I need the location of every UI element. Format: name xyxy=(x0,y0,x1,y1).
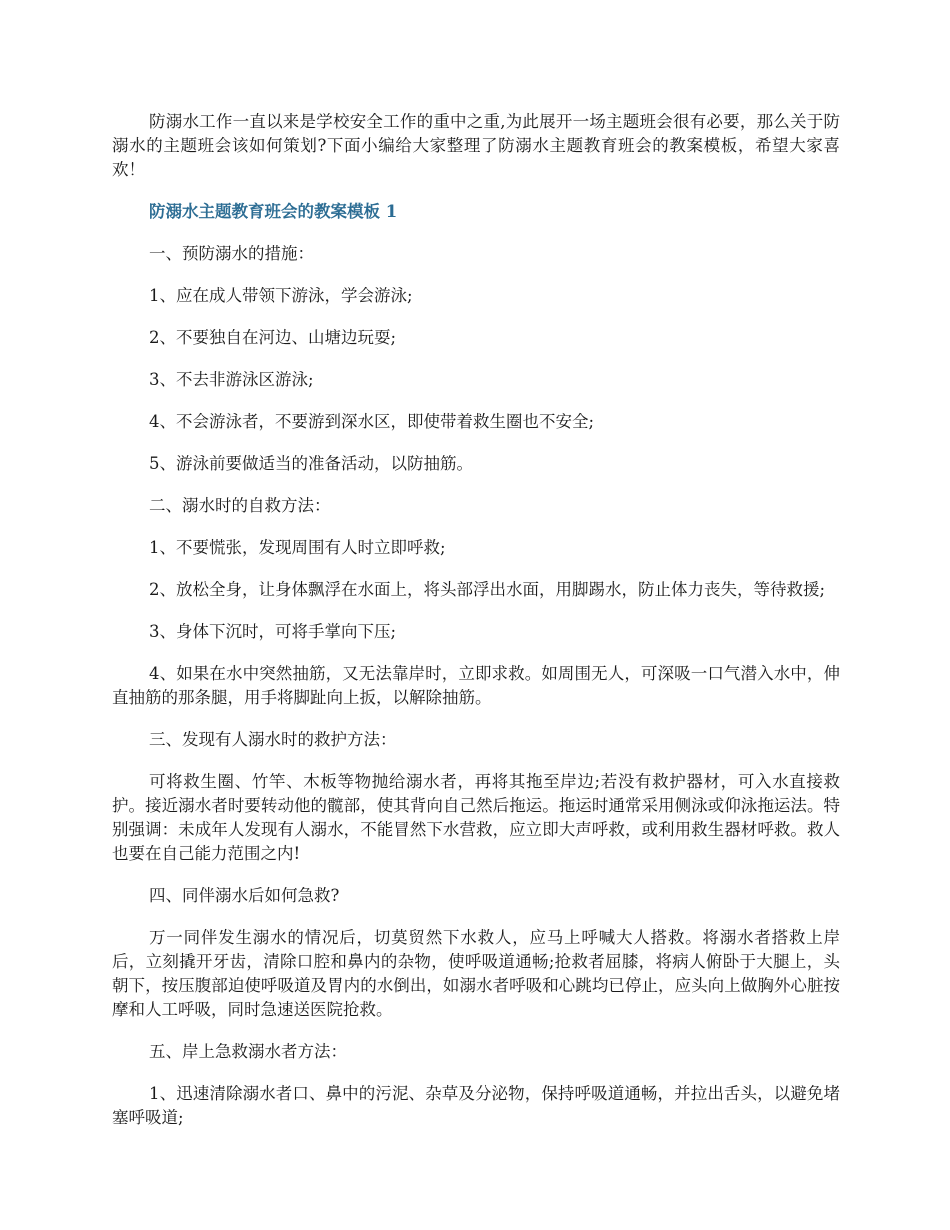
paragraph: 二、溺水时的自救方法： xyxy=(149,496,331,515)
paragraph: 2、不要独自在河边、山塘边玩耍; xyxy=(149,328,397,347)
section-heading: 防溺水主题教育班会的教案模板 1 xyxy=(149,202,398,221)
paragraph: 3、身体下沉时，可将手掌向下压; xyxy=(149,622,397,641)
paragraph: 万一同伴发生溺水的情况后，切莫贸然下水救人，应马上呼喊大人搭救。将溺水者搭救上岸后，立刻撬开牙齿，清除口腔和鼻内的杂物，使呼吸道通畅;抢救者屈膝，将病人俯卧于大腿上，头朝下，按压腹部迫使呼吸道及胃内的水倒出，如溺水者呼吸和心跳均已停止，应头向上做胸外心脏按摩和人工呼吸，同时急速送医院抢救。 xyxy=(112,928,840,1019)
paragraph: 一、预防溺水的措施： xyxy=(149,244,314,263)
paragraph: 5、游泳前要做适当的准备活动，以防抽筋。 xyxy=(149,454,473,473)
document-body xyxy=(112,110,840,1148)
paragraph: 1、应在成人带领下游泳，学会游泳; xyxy=(149,286,413,305)
paragraph: 1、不要慌张，发现周围有人时立即呼救; xyxy=(149,538,446,557)
paragraph: 1、迅速清除溺水者口、鼻中的污泥、杂草及分泌物，保持呼吸道通畅，并拉出舌头，以避免堵塞呼吸道; xyxy=(112,1084,840,1127)
paragraph: 可将救生圈、竹竿、木板等物抛给溺水者，再将其拖至岸边;若没有救护器材，可入水直接救护。接近溺水者时要转动他的髋部，使其背向自己然后拖运。拖运时通常采用侧泳或仰泳拖运法。特别强调：未成年人发现有人溺水，不能冒然下水营救，应立即大声呼救，或利用救生器材呼救。救人也要在自己能力范围之内! xyxy=(112,772,840,863)
paragraph: 四、同伴溺水后如何急救? xyxy=(149,886,340,905)
intro-paragraph: 防溺水工作一直以来是学校安全工作的重中之重,为此展开一场主题班会很有必要，那么关于防溺水的主题班会该如何策划?下面小编给大家整理了防溺水主题教育班会的教案模板，希望大家喜欢！ xyxy=(112,112,840,179)
paragraph: 2、放松全身，让身体飘浮在水面上，将头部浮出水面，用脚踢水，防止体力丧失，等待救援; xyxy=(149,580,826,599)
paragraph: 3、不去非游泳区游泳; xyxy=(149,370,314,389)
paragraph: 4、如果在水中突然抽筋，又无法靠岸时，立即求救。如周围无人，可深吸一口气潜入水中，伸直抽筋的那条腿，用手将脚趾向上扳，以解除抽筋。 xyxy=(112,664,840,707)
paragraph: 三、发现有人溺水时的救护方法： xyxy=(149,730,397,749)
paragraph: 五、岸上急救溺水者方法： xyxy=(149,1042,347,1061)
paragraph: 4、不会游泳者，不要游到深水区，即使带着救生圈也不安全; xyxy=(149,412,595,431)
